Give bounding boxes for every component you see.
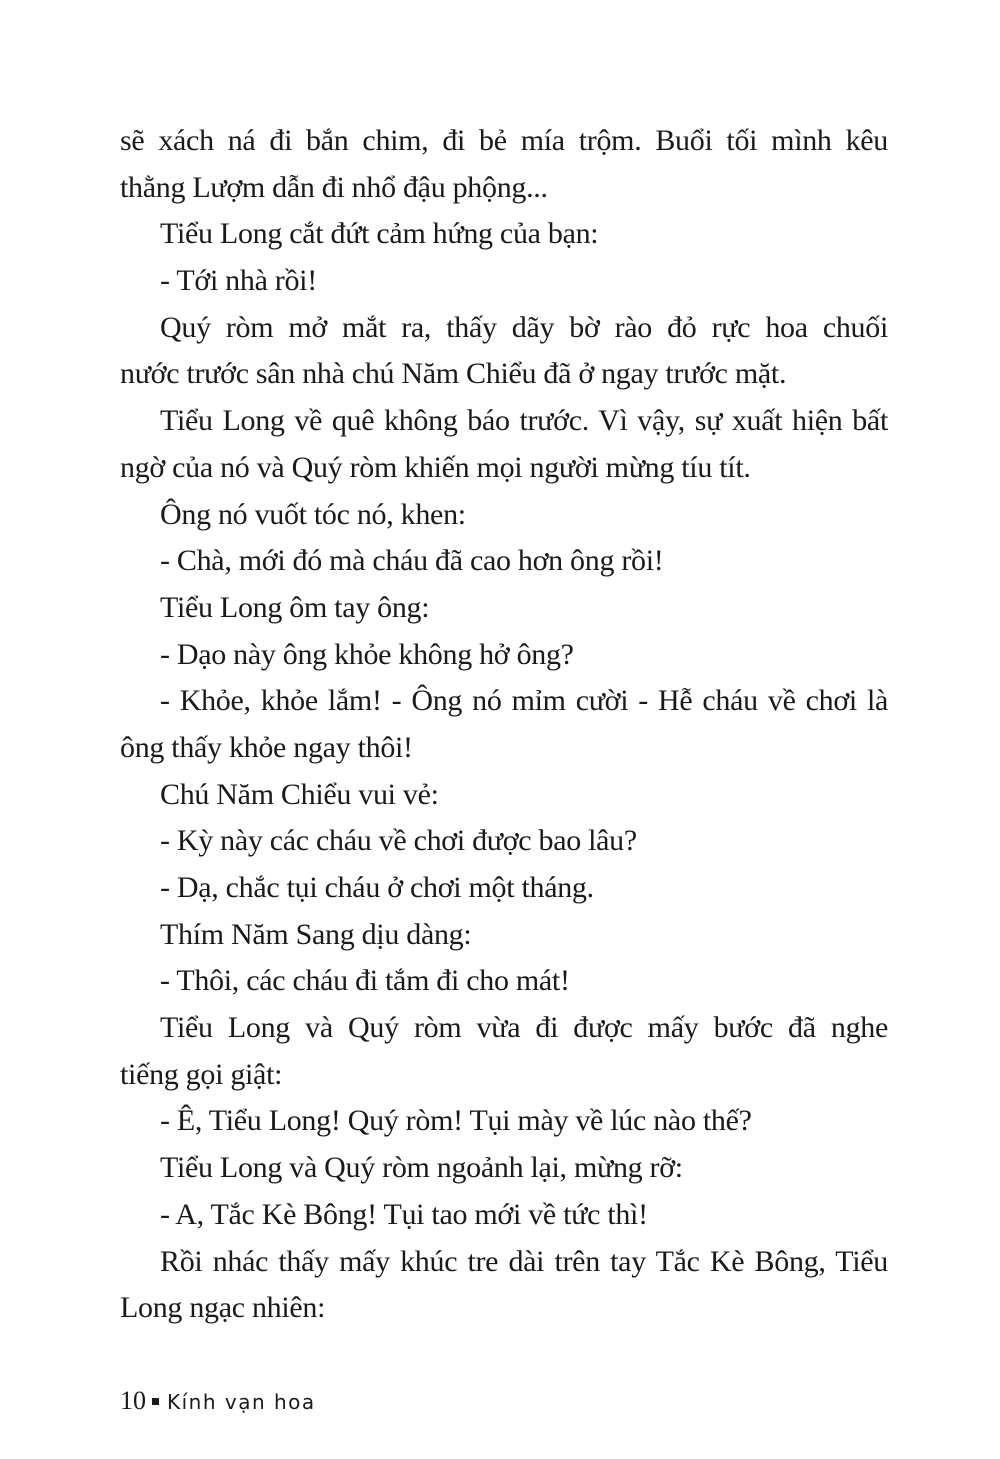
text-line: - Thôi, các cháu đi tắm đi cho mát!: [160, 964, 570, 998]
text-line: - Chà, mới đó mà cháu đã cao hơn ông rồi!: [160, 544, 664, 578]
text-line: tiếng gọi giật:: [120, 1057, 283, 1091]
text-line: Chú Năm Chiểu vui vẻ:: [160, 777, 439, 811]
text-line: Quý ròm mở mắt ra, thấy dãy bờ rào đỏ rực hoa chuối: [160, 310, 888, 344]
text-line: - Dạ, chắc tụi cháu ở chơi một tháng.: [160, 871, 594, 904]
text-line: - Khỏe, khỏe lắm! - Ông nó mỉm cười - Hễ cháu về chơi là: [160, 684, 888, 718]
text-line: - Tới nhà rồi!: [160, 264, 317, 298]
text-line: sẽ xách ná đi bắn chim, đi bẻ mía trộm. Buổi tối mình kêu: [120, 124, 888, 157]
text-line: - Kỳ này các cháu về chơi được bao lâu?: [160, 824, 637, 858]
text-line: nước trước sân nhà chú Năm Chiểu đã ở ngay trước mặt.: [120, 357, 787, 391]
page-footer: [120, 1385, 316, 1418]
text-line: Tiểu Long cắt đứt cảm hứng của bạn:: [160, 217, 599, 251]
book-title: Kính vạn hoa: [167, 1390, 316, 1414]
text-line: - Dạo này ông khỏe không hở ông?: [160, 637, 574, 671]
text-line: Long ngạc nhiên:: [120, 1291, 326, 1325]
page-number: 10: [120, 1386, 146, 1415]
text-line: - A, Tắc Kè Bông! Tụi tao mới về tức thì!: [160, 1197, 648, 1231]
bullet-separator-icon: [152, 1398, 159, 1405]
text-line: - Ê, Tiểu Long! Quý ròm! Tụi mày về lúc nào thế?: [160, 1104, 752, 1138]
text-line: Tiểu Long ôm tay ông:: [160, 590, 430, 624]
text-line: thằng Lượm dẫn đi nhổ đậu phộng...: [120, 170, 548, 204]
text-line: Rồi nhác thấy mấy khúc tre dài trên tay Tắc Kè Bông, Tiểu: [160, 1244, 888, 1278]
text-line: ông thấy khỏe ngay thôi!: [120, 730, 413, 764]
page-body-text: [120, 118, 888, 1332]
text-line: Tiểu Long và Quý ròm vừa đi được mấy bước đã nghe: [160, 1011, 888, 1045]
text-line: Thím Năm Sang dịu dàng:: [160, 917, 472, 951]
text-line: Tiểu Long và Quý ròm ngoảnh lại, mừng rỡ:: [160, 1151, 683, 1185]
text-line: ngờ của nó và Quý ròm khiến mọi người mừng tíu tít.: [120, 450, 751, 484]
text-line: Ông nó vuốt tóc nó, khen:: [160, 497, 466, 531]
text-line: Tiểu Long về quê không báo trước. Vì vậy, sự xuất hiện bất: [160, 404, 888, 438]
